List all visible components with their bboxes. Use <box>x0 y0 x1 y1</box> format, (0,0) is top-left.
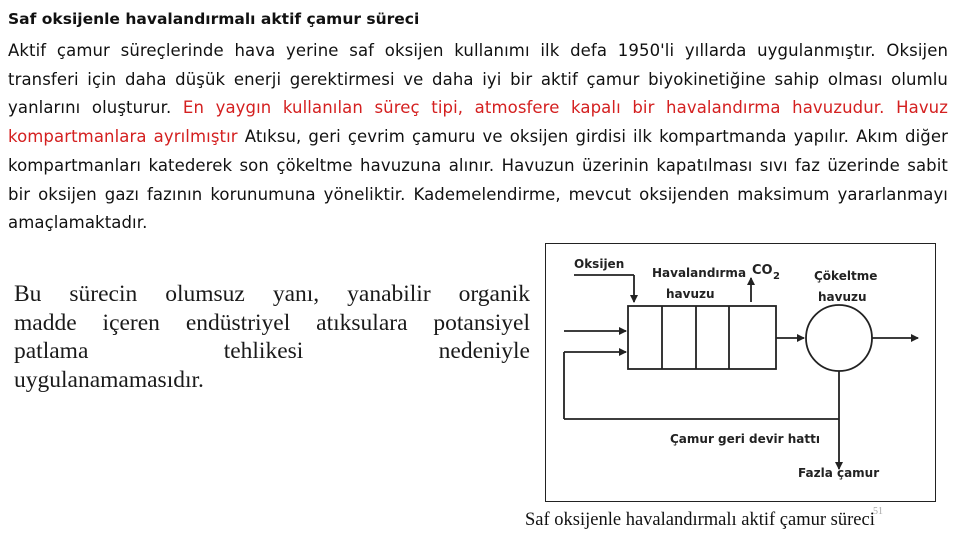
diagram-caption: Saf oksijenle havalandırmalı aktif çamur süreci <box>525 510 875 530</box>
co2-label: CO <box>752 263 773 278</box>
intro-text-highlight: En yaygın kullanılan süreç tipi, atmosfere kapalı bir havalandırma havuzudur. Havuz kompartmanlara ayrılmıştır <box>8 98 948 147</box>
note-line-4: uygulanamamasıdır. <box>14 366 204 393</box>
aeration-label-2: havuzu <box>666 287 715 301</box>
process-diagram <box>545 243 936 502</box>
drawback-note <box>14 280 530 394</box>
settling-tank <box>806 305 872 371</box>
settling-label-1: Çökeltme <box>814 269 878 283</box>
intro-text-1: Aktif çamur süreçlerinde hava yerine saf oksijen kullanımı ilk defa 1950'li yıllarda uygulanmıştır. Oksijen transferi için daha düşük enerji gerektirmesi ve daha iyi bir aktif çamur biyokinetiğine sahip olması olumlu yanlarını oluşturur. <box>8 41 948 118</box>
note-line-3: patlama tehlikesi nedeniyle <box>14 338 530 364</box>
oxygen-label: Oksijen <box>574 257 625 271</box>
note-line-1: Bu sürecin olumsuz yanı, yanabilir organik <box>14 281 530 307</box>
aeration-tank <box>628 306 776 369</box>
waste-sludge-label: Fazla çamur <box>798 466 880 480</box>
intro-text-2: Atıksu, geri çevrim çamuru ve oksijen girdisi ilk kompartmanda yapılır. Akım diğer kompartmanları katederek son çökeltme havuzuna alınır. Havuzun üzerinin kapatılması sıvı faz üzerinde sabit bir oksijen gazı fazının korunumuna yöneliktir. Kademelendirme, mevcut oksijenden maksimum yararlanmayı amaçlamaktadır. <box>8 127 948 233</box>
aeration-label-1: Havalandırma <box>652 266 747 280</box>
process-diagram-svg <box>546 244 937 503</box>
return-line-label: Çamur geri devir hattı <box>670 432 820 446</box>
settling-label-2: havuzu <box>818 290 867 304</box>
co2-subscript: 2 <box>773 271 780 282</box>
slide-title: Saf oksijenle havalandırmalı aktif çamur süreci <box>8 10 420 28</box>
intro-paragraph <box>8 37 948 238</box>
note-line-2: madde içeren endüstriyel atıksulara potansiyel <box>14 309 530 336</box>
page-number: 51 <box>873 506 883 517</box>
